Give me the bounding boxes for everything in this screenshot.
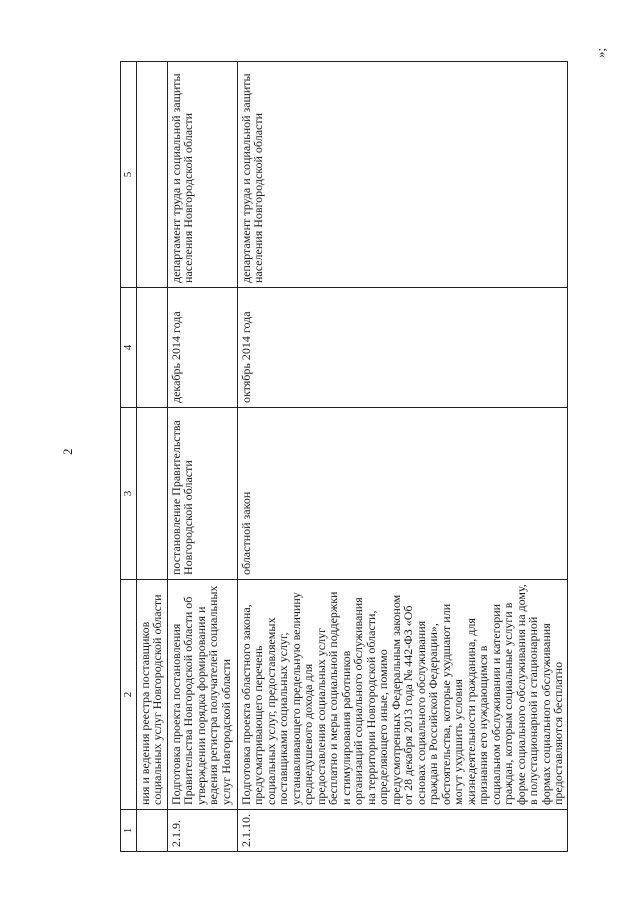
executor-cell bbox=[136, 62, 167, 288]
document-cell bbox=[136, 408, 167, 580]
header-cell: 4 bbox=[121, 288, 137, 408]
document-cell: постановление Правительства Новгородской области bbox=[167, 408, 237, 580]
header-cell: 1 bbox=[121, 810, 137, 852]
action-cell: Подготовка проекта областного закона, предусматривающего перечень социальных услуг, предоставляемых поставщиками социальных услуг, устанавливающего предельную величину среднедушевого дохода для предоставления социальных услуг бесплатно и меры социальной поддержки и стимулирования работников организаций социального обслуживания на территории Новгородской области, определяющего иные, помимо предусмотренных Федеральным законом от 28 декабря 2013 года № 442-ФЗ «Об основах социального обслуживания граждан в Российской Федерации», обстоятельства, которые ухудшают или могут ухудшить условия жизнедеятельности гражданина, для признания его нуждающимся в социальном обслуживании и категории граждан, которым социальные услуги в форме социального обслуживания на дому, в полустационарной и стационарной формах социального обслуживания предоставляются бесплатно bbox=[237, 580, 567, 810]
table-header-row bbox=[121, 62, 137, 852]
executor-cell: департамент труда и социальной защиты населения Новгородской области bbox=[237, 62, 567, 288]
plan-table bbox=[120, 61, 568, 852]
action-cell: ния и ведения реестра поставщиков социальных услуг Новгородской области bbox=[136, 580, 167, 810]
closing-quote-mark: »; bbox=[593, 47, 608, 58]
table-row bbox=[237, 62, 567, 852]
term-cell: декабрь 2014 года bbox=[167, 288, 237, 408]
header-cell: 5 bbox=[121, 62, 137, 288]
item-number-cell: 2.1.9. bbox=[167, 810, 237, 852]
executor-cell: департамент труда и социальной защиты населения Новгородской области bbox=[167, 62, 237, 288]
term-cell: октябрь 2014 года bbox=[237, 288, 567, 408]
page-number: 2 bbox=[60, 448, 75, 455]
header-cell: 3 bbox=[121, 408, 137, 580]
item-number-cell bbox=[136, 810, 167, 852]
term-cell bbox=[136, 288, 167, 408]
document-cell: областной закон bbox=[237, 408, 567, 580]
table-row bbox=[136, 62, 167, 852]
item-number-cell: 2.1.10. bbox=[237, 810, 567, 852]
rotated-table-container bbox=[120, 62, 568, 852]
action-cell: Подготовка проекта постановления Правительства Новгородской области об утверждении порядка формирования и ведения регистра получателей социальных услуг Новгородской области bbox=[167, 580, 237, 810]
table-row bbox=[167, 62, 237, 852]
header-cell: 2 bbox=[121, 580, 137, 810]
